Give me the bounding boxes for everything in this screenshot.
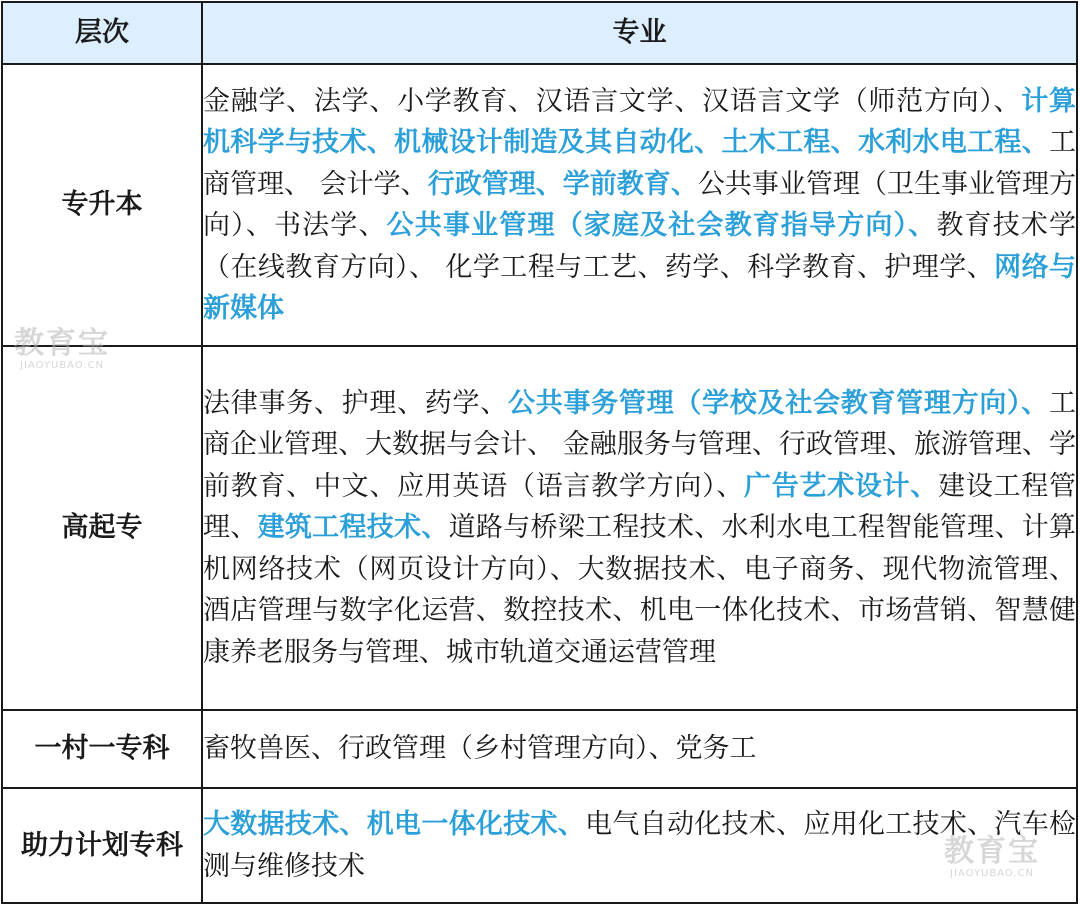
- major-text-highlighted: 计算机科学与技术、机械设计制造及其自动化、土木工程、水利水电工程、: [203, 85, 1077, 158]
- major-text-highlighted: 公共事业管理（家庭及社会教育指导方向）、: [386, 210, 937, 241]
- watermark-text: 教育宝: [14, 326, 110, 361]
- major-text: 畜牧兽医、行政管理（乡村管理方向）、党务工: [203, 733, 757, 765]
- major-text-highlighted: 大数据技术、机电一体化技术、: [203, 809, 586, 840]
- major-text: 工商管理、 会计学、: [203, 127, 1076, 200]
- major-text-highlighted: 建筑工程技术、: [257, 512, 449, 544]
- watermark-url: JIAOYUBAO.CN: [20, 360, 104, 371]
- level-cell: 高起专: [2, 346, 202, 710]
- level-cell: 一村一专科: [2, 710, 202, 788]
- major-text-highlighted: 公共事务管理（学校及社会教育管理方向）、: [507, 387, 1049, 419]
- major-text: 公共事业管理（卫生事业管理方向）、书法学、: [203, 168, 1077, 241]
- majors-cell: [202, 788, 1077, 903]
- watermark-text: 教育宝: [944, 834, 1040, 869]
- major-text: 金融学、法学、小学教育、汉语言文学、汉语言文学（师范方向）、: [203, 85, 1022, 117]
- major-text: 建设工程管理、: [203, 470, 1077, 544]
- major-text-highlighted: 网络与新媒体: [203, 251, 1076, 324]
- major-text: 法律事务、护理、药学、: [203, 387, 508, 419]
- table-row: [2, 788, 1077, 903]
- majors-cell: [202, 64, 1077, 346]
- table-row: [2, 710, 1077, 788]
- table-row: [2, 64, 1077, 346]
- major-text: 教育技术学（在线教育方向）、 化学工程与工艺、药学、科学教育、护理学、: [203, 210, 1077, 283]
- major-text-highlighted: 广告艺术设计、: [744, 470, 939, 502]
- header-major: 专业: [202, 2, 1077, 64]
- major-text: 工商企业管理、大数据与会计、 金融服务与管理、行政管理、旅游管理、学前教育、中文、应用英语（语言教学方向）、: [203, 387, 1076, 502]
- table-row: [2, 346, 1077, 710]
- header-level: 层次: [2, 2, 202, 64]
- majors-cell: [202, 346, 1077, 710]
- major-text: 道路与桥梁工程技术、水利水电工程智能管理、计算机网络技术（网页设计方向）、大数据技术、电子商务、现代物流管理、酒店管理与数字化运营、数控技术、机电一体化技术、市场营销、智慧健康养老服务与管理、城市轨道交通运营管理: [203, 512, 1077, 668]
- header-row: [2, 2, 1077, 64]
- majors-table: [1, 1, 1078, 904]
- level-cell: 专升本: [2, 64, 202, 346]
- level-cell: 助力计划专科: [2, 788, 202, 903]
- major-text-highlighted: 行政管理、学前教育、: [427, 168, 698, 200]
- watermark-url: JIAOYUBAO.CN: [950, 868, 1034, 879]
- majors-cell: [202, 710, 1077, 788]
- major-text: 电气自动化技术、应用化工技术、汽车检测与维修技术: [203, 809, 1077, 882]
